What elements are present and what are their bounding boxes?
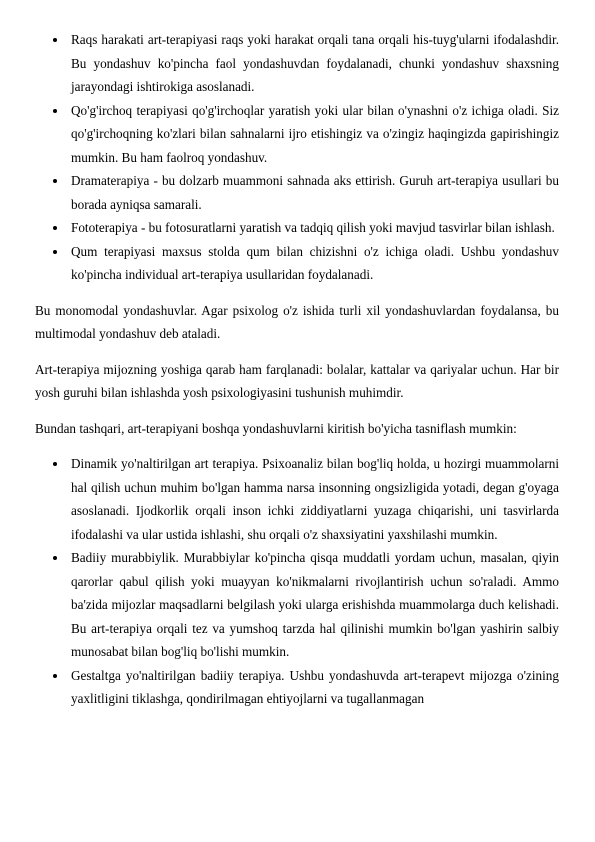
bullet-icon bbox=[53, 674, 57, 678]
bullet-icon bbox=[53, 179, 57, 183]
paragraph-classification-intro: Bundan tashqari, art-terapiyani boshqa yondashuvlarni kiritish bo'yicha tasniflash mumkin: bbox=[35, 420, 517, 436]
document-body bbox=[35, 28, 559, 711]
bullet-icon bbox=[53, 462, 57, 466]
list-item: Qum terapiyasi maxsus stolda qum bilan chizishni o'z ichiga oladi. Ushbu yondashuv ko'pincha individual art-terapiya usullaridan foydalanadi. bbox=[35, 240, 559, 287]
bullet-list-therapy-types bbox=[35, 28, 559, 287]
list-item: Fototerapiya - bu fotosuratlarni yaratish va tadqiq qilish yoki mavjud tasvirlar bilan ishlash. bbox=[35, 216, 559, 240]
bullet-icon bbox=[53, 250, 57, 254]
list-item: Dramaterapiya - bu dolzarb muammoni sahnada aks ettirish. Guruh art-terapiya usullari bu borada ayniqsa samarali. bbox=[35, 169, 559, 216]
list-item: Badiiy murabbiylik. Murabbiylar ko'pincha qisqa muddatli yordam uchun, masalan, qiyin qarorlar qabul qilish yoki muayyan ko'nikmalarni rivojlantirish uchun so'raladi. Ammo ba'zida mijozlar maqsadlarni belgilash yoki ularga erishishda muammolarga duch kelishadi. Bu art-terapiya orqali tez va yumshoq tarzda hal qilinishi mumkin bo'lgan yashirin salbiy munosabat bilan bog'liq bo'lishi mumkin. bbox=[35, 546, 559, 664]
paragraph-age-groups: Art-terapiya mijozning yoshiga qarab ham farqlanadi: bolalar, kattalar va qariyalar uchun. Har bir yosh guruhi bilan ishlashda yosh psixologiyasini tushunish muhimdir. bbox=[35, 361, 559, 400]
list-item: Dinamik yo'naltirilgan art terapiya. Psixoanaliz bilan bog'liq holda, u hozirgi muammolarni hal qilish uchun muhim bo'lgan hamma narsa insonning ongsizligida yotadi, degan g'oyaga asoslanadi. Ijodkorlik orqali inson ichki ziddiyatlarni yuzaga chiqarishi, uni tasvirlarda ifodalashi va ular ustida ishlashi, shu orqali o'z shaxsiyatini yaxshilashi mumkin. bbox=[35, 452, 559, 546]
bullet-list-approaches bbox=[35, 452, 559, 711]
paragraph-monomodal: Bu monomodal yondashuvlar. Agar psixolog o'z ishida turli xil yondashuvlardan foydalansa, bu multimodal yondashuv deb ataladi. bbox=[35, 302, 559, 341]
bullet-icon bbox=[53, 38, 57, 42]
list-item: Gestaltga yo'naltirilgan badiiy terapiya. Ushbu yondashuvda art-terapevt mijozga o'zining yaxlitligini tiklashga, qondirilmagan ehtiyojlarni va tugallanmagan bbox=[35, 664, 559, 711]
bullet-icon bbox=[53, 556, 57, 560]
bullet-icon bbox=[53, 226, 57, 230]
bullet-icon bbox=[53, 109, 57, 113]
list-item: Qo'g'irchoq terapiyasi qo'g'irchoqlar yaratish yoki ular bilan o'ynashni o'z ichiga oladi. Siz qo'g'irchoqning ko'zlari bilan sahnalarni ijro etishingiz va o'zingiz haqingizda gapirishingiz mumkin. Bu ham faolroq yondashuv. bbox=[35, 99, 559, 170]
list-item: Raqs harakati art-terapiyasi raqs yoki harakat orqali tana orqali his-tuyg'ularni ifodalashdir. Bu yondashuv ko'pincha faol yondashuvdan foydalanadi, chunki yondashuv shaxsning jarayondagi ishtirokiga asoslanadi. bbox=[35, 28, 559, 99]
